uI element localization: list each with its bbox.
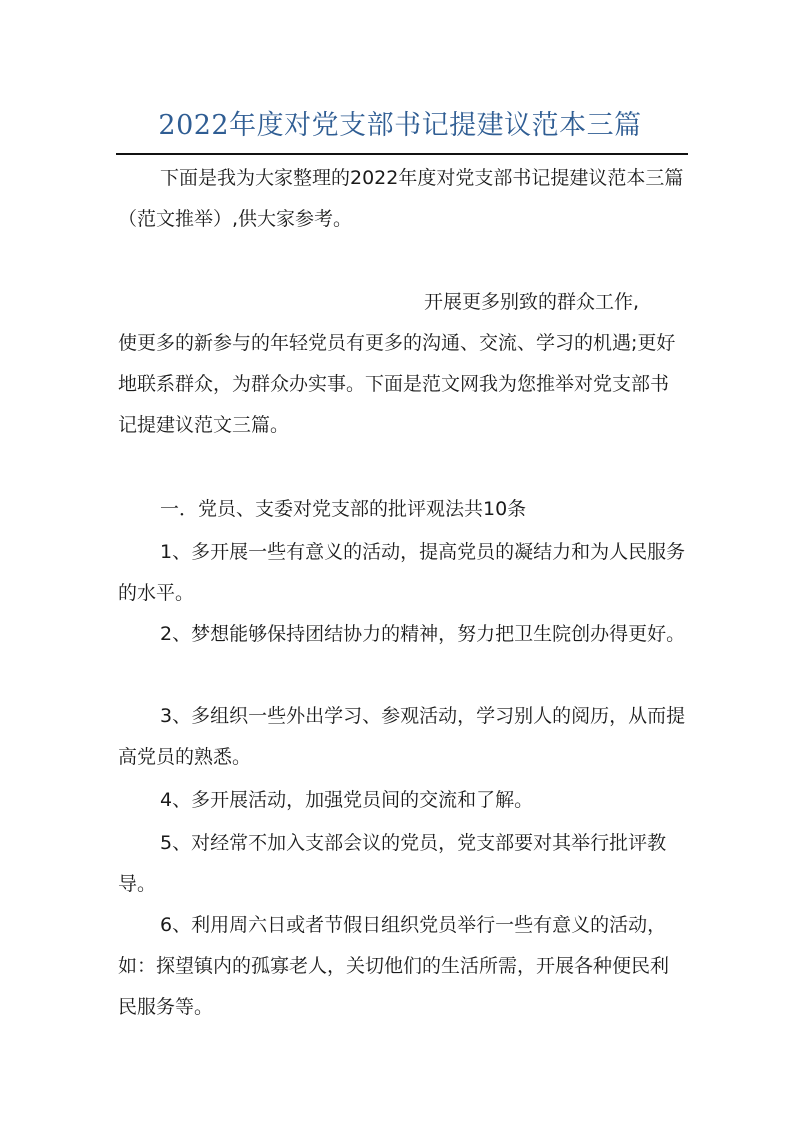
list-item: 5、对经常不加入支部会议的党员，党支部要对其举行批评教导。 xyxy=(118,832,667,895)
section-heading: 一．党员、支委对党支部的批评观法共10条 xyxy=(160,498,527,520)
list-item: 1、多开展一些有意义的活动，提高党员的凝结力和为人民服务的水平。 xyxy=(118,541,686,604)
list-item: 2、梦想能够保持团结协力的精神，努力把卫生院创办得更好。 xyxy=(160,623,686,645)
list-item: 4、多开展活动，加强党员间的交流和了解。 xyxy=(160,789,534,811)
title-underline-divider xyxy=(116,153,688,155)
lead-paragraph xyxy=(118,282,686,446)
intro-paragraph: 下面是我为大家整理的2022年度对党支部书记提建议范本三篇（范文推举）,供大家参考。 xyxy=(118,167,684,230)
document-title: 2022年度对党支部书记提建议范本三篇 xyxy=(158,110,642,141)
lead-paragraph-first-line: 开展更多别致的群众工作, xyxy=(424,291,640,313)
list-item: 3、多组织一些外出学习、参观活动，学习别人的阅历，从而提高党员的熟悉。 xyxy=(118,705,686,768)
list-item: 6、利用周六日或者节假日组织党员举行一些有意义的活动，如：探望镇内的孤寡老人，关切他们的生活所需，开展各种便民利民服务等。 xyxy=(118,914,670,1018)
lead-paragraph-rest: 使更多的新参与的年轻党员有更多的沟通、交流、学习的机遇;更好地联系群众，为群众办实事。下面是范文网我为您推举对党支部书记提建议范文三篇。 xyxy=(118,332,676,436)
